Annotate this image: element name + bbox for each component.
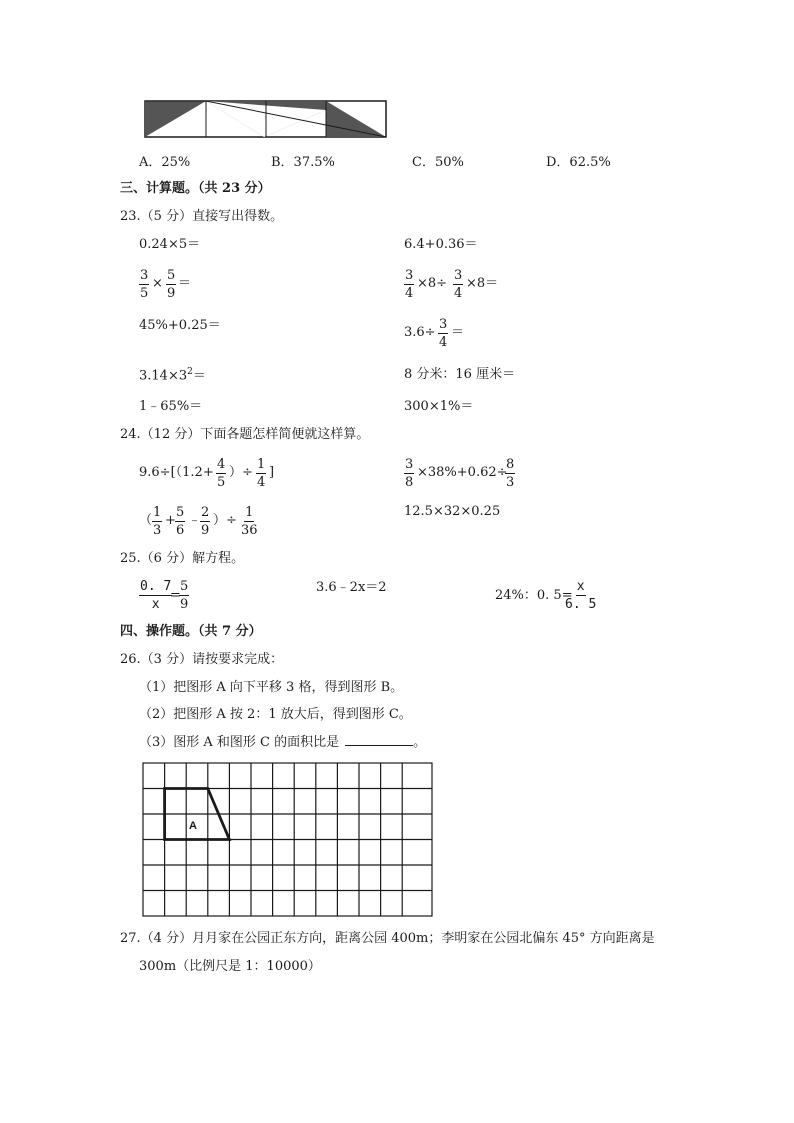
q25-equation-2: 3.6﹣2x＝2 [316, 580, 387, 595]
q23-item-8: 8 分米：16 厘米＝ [404, 367, 516, 382]
option-b[interactable]: B．37.5% [271, 155, 335, 170]
answer-blank[interactable] [345, 735, 413, 746]
shape-a-label: A [189, 820, 197, 832]
q26-step-2: （2）把图形 A 按 2：1 放大后，得到图形 C。 [139, 707, 412, 722]
q23-title: 23.（5 分）直接写出得数。 [120, 209, 284, 224]
q25-title: 25.（6 分）解方程。 [120, 551, 245, 566]
q24-title: 24.（12 分）下面各题怎样简便就这样算。 [120, 427, 370, 442]
q23-item-7: $3.14\times 3^2=$ [139, 367, 206, 384]
q27-line-2: 300m（比例尺是 1：10000） [139, 959, 321, 974]
q26-step-3: （3）图形 A 和图形 C 的面积比是 。 [139, 735, 427, 750]
q23-item-2: 6.4+0.36＝ [404, 237, 478, 252]
q26-step-1: （1）把图形 A 向下平移 3 格，得到图形 B。 [139, 680, 404, 695]
q23-item-9: 1﹣65%＝ [139, 399, 203, 414]
q27-line-1: 27.（4 分）月月家在公园正东方向，距离公园 400m；李明家在公园北偏东 45° 方向距离是 [120, 931, 655, 946]
q23-item-1: 0.24×5＝ [139, 237, 201, 252]
q23-item-5: 45%+0.25＝ [139, 318, 221, 333]
shaded-bar-figure [144, 100, 388, 138]
option-d[interactable]: D．62.5% [546, 155, 611, 170]
section-3-heading: 三、计算题。（共 23 分） [120, 181, 271, 196]
square-grid [142, 762, 434, 918]
option-c[interactable]: C．50% [412, 155, 464, 170]
section-4-heading: 四、操作题。（共 7 分） [120, 624, 262, 639]
option-a[interactable]: A．25% [139, 155, 191, 170]
q26-title: 26.（3 分）请按要求完成： [120, 652, 284, 667]
q23-item-10: 300×1%＝ [404, 399, 474, 414]
q24-expr-4: 12.5×32×0.25 [404, 504, 501, 519]
